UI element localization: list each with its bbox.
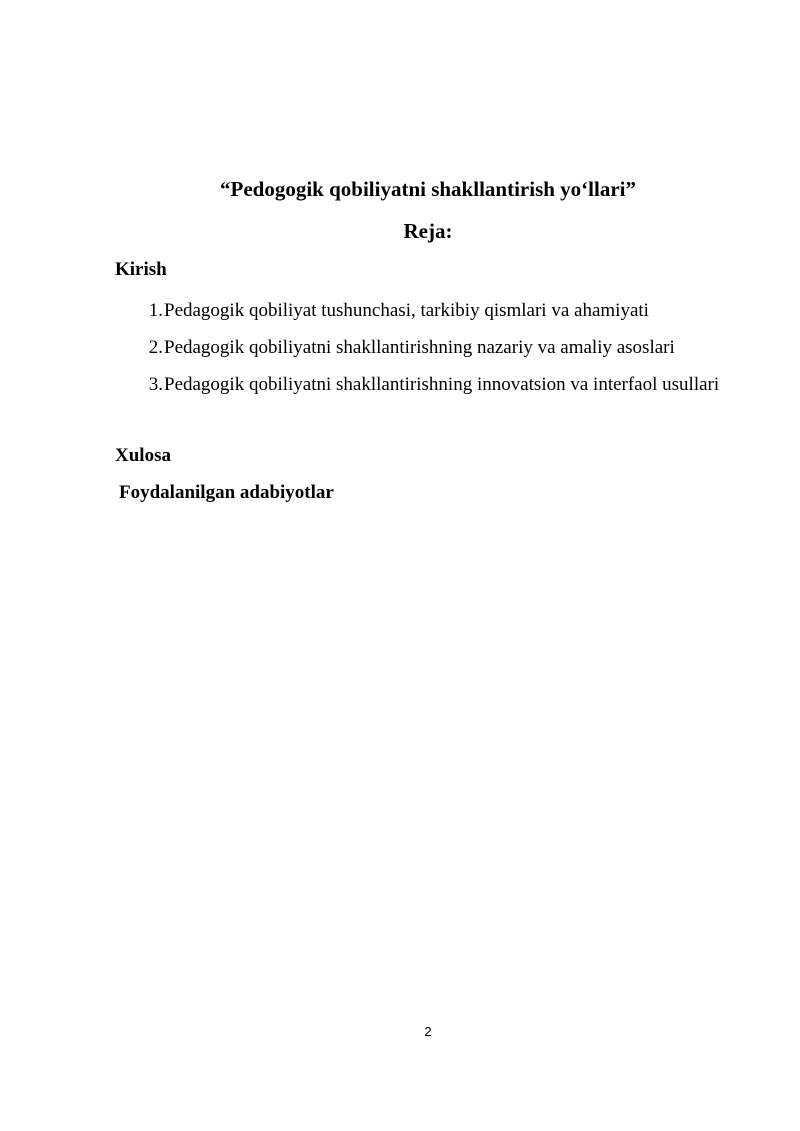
- plan-list: [115, 292, 755, 403]
- plan-item-number: 2.: [148, 337, 163, 358]
- references-label: Foydalanilgan adabiyotlar: [119, 482, 334, 503]
- conclusion-label: Xulosa: [115, 445, 171, 466]
- plan-item-text: Pedagogik qobiliyat tushunchasi, tarkibiy qismlari va ahamiyati: [164, 300, 649, 321]
- plan-item: [115, 329, 755, 366]
- plan-item-number: 1.: [148, 300, 163, 321]
- plan-item: [115, 292, 755, 329]
- plan-item-number: 3.: [148, 374, 163, 395]
- plan-heading: Reja:: [403, 219, 453, 243]
- plan-item-text: Pedagogik qobiliyatni shakllantirishning innovatsion va interfaol usullari: [164, 374, 720, 395]
- intro-label: Kirish: [115, 259, 167, 280]
- page-number: 2: [424, 1024, 432, 1039]
- plan-item: [115, 366, 755, 403]
- document-title: “Pedogogik qobiliyatni shakllantirish yo‘llari”: [220, 177, 636, 201]
- plan-item-text: Pedagogik qobiliyatni shakllantirishning nazariy va amaliy asoslari: [164, 337, 675, 358]
